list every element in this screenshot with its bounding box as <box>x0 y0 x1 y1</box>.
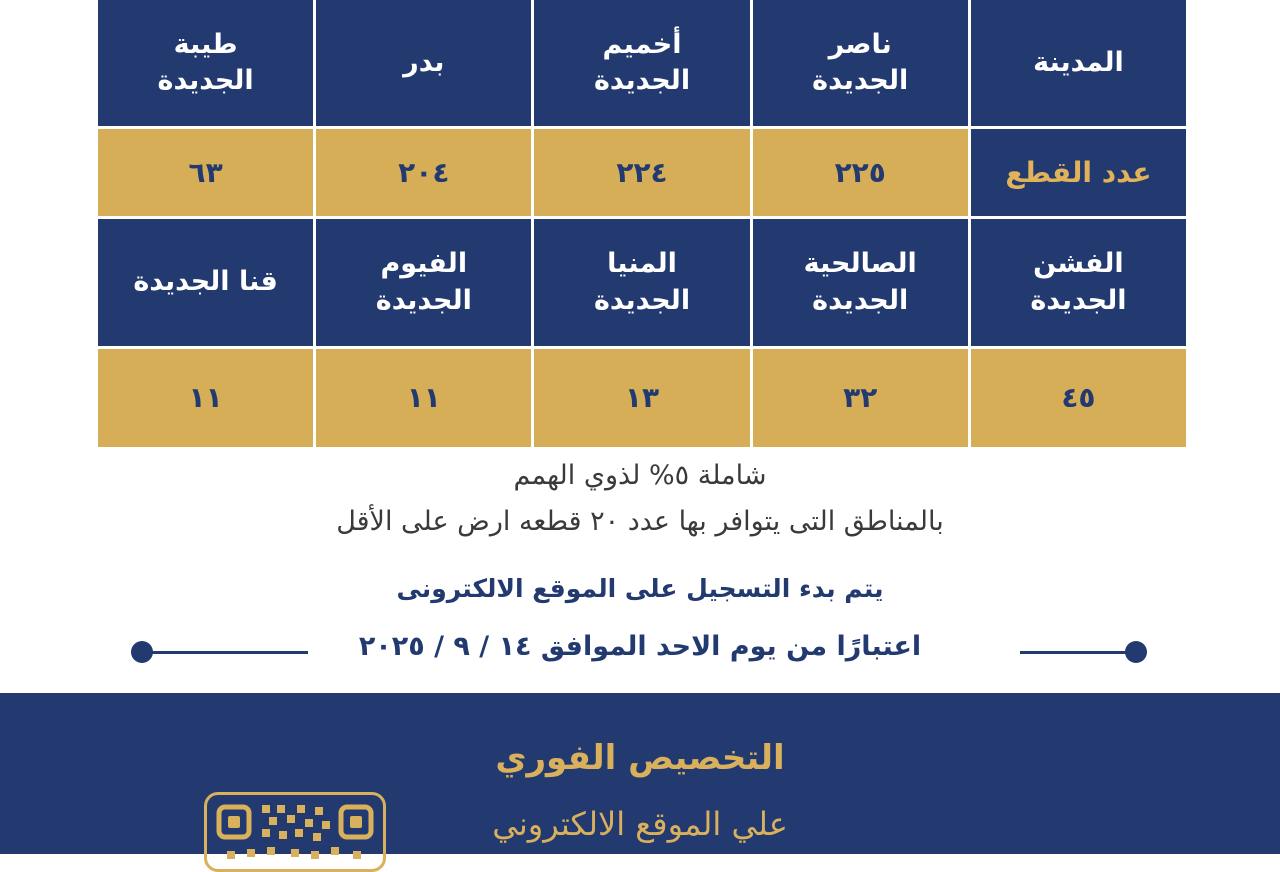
plots-count: ١٣ <box>534 349 749 447</box>
city-name: المنيا الجديدة <box>534 219 749 346</box>
city-name: قنا الجديدة <box>98 219 313 346</box>
availability-note: بالمناطق التى يتوافر بها عدد ٢٠ قطعه ارض على الأقل <box>336 506 944 537</box>
qr-code-icon[interactable] <box>204 792 386 872</box>
plots-count: ٢٠٤ <box>316 129 531 216</box>
plots-count: ١١ <box>98 349 313 447</box>
plots-count-label: عدد القطع <box>971 129 1186 216</box>
footer-subtitle: علي الموقع الالكتروني <box>492 805 788 843</box>
registration-start: يتم بدء التسجيل على الموقع الالكترونى <box>396 574 884 603</box>
cities-table <box>98 0 1186 438</box>
city-name: الصالحية الجديدة <box>753 219 968 346</box>
divider-line-right <box>1020 651 1135 654</box>
divider-dot-right <box>1125 641 1147 663</box>
plots-count: ٤٥ <box>971 349 1186 447</box>
plots-count: ٢٢٤ <box>534 129 749 216</box>
plots-count: ٢٢٥ <box>753 129 968 216</box>
plots-count: ٦٣ <box>98 129 313 216</box>
city-name: بدر <box>316 0 531 126</box>
city-name: ناصر الجديدة <box>753 0 968 126</box>
header-city-label: المدينة <box>971 0 1186 126</box>
footer-title: التخصيص الفوري <box>495 738 785 778</box>
registration-date: اعتبارًا من يوم الاحد الموافق ١٤ / ٩ / ٢٠٢٥ <box>358 631 922 662</box>
city-name: أخميم الجديدة <box>534 0 749 126</box>
city-name: الفشن الجديدة <box>971 219 1186 346</box>
plots-count: ٣٢ <box>753 349 968 447</box>
city-name: الفيوم الجديدة <box>316 219 531 346</box>
city-name: طيبة الجديدة <box>98 0 313 126</box>
special-needs-note: شاملة ٥% لذوي الهمم <box>513 460 767 491</box>
plots-count: ١١ <box>316 349 531 447</box>
